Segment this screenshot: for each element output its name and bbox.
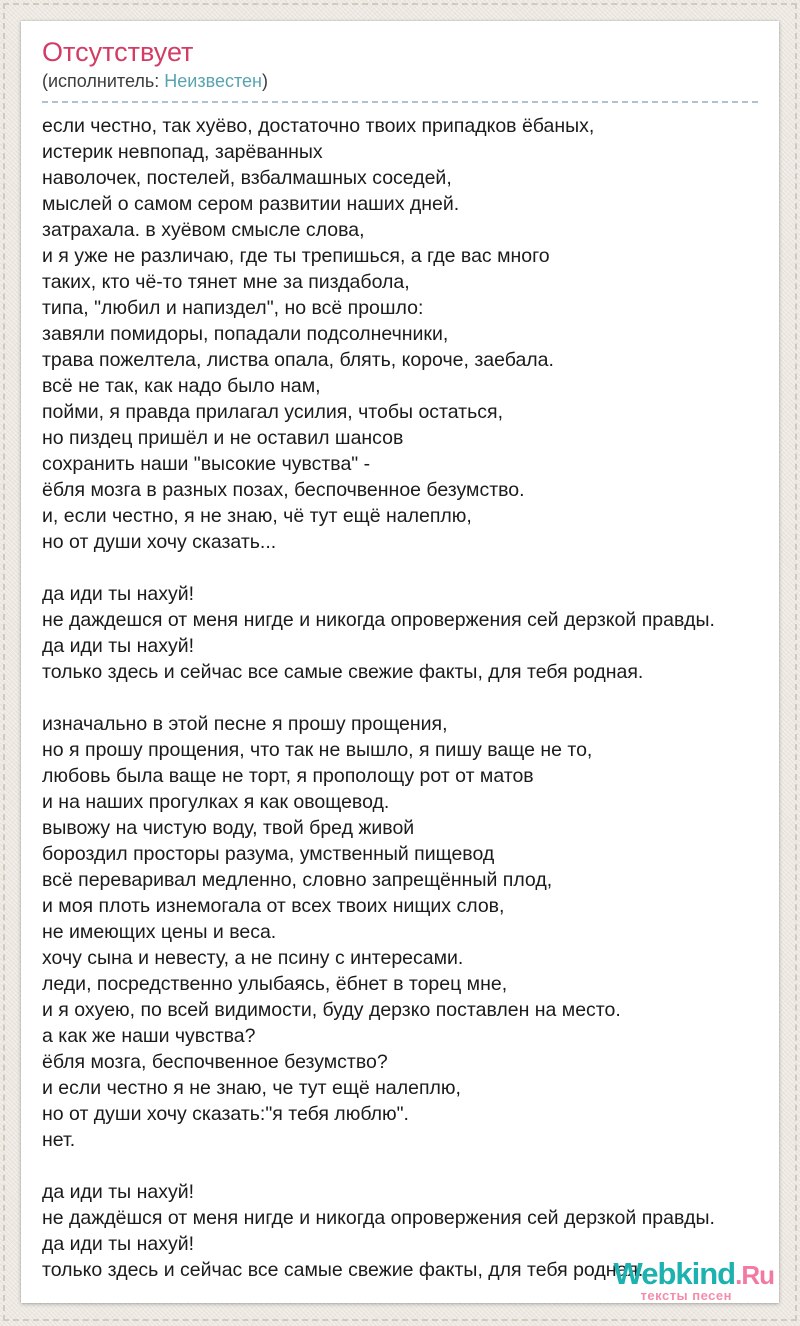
lyric-line: да иди ты нахуй! bbox=[42, 634, 195, 657]
lyric-line bbox=[42, 685, 758, 711]
lyric-line: трава пожелтела, листва опала, блять, короче, заебала. bbox=[42, 348, 554, 371]
lyric-line: и я охуею, по всей видимости, буду дерзко поставлен на место. bbox=[42, 998, 621, 1021]
lyric-line: леди, посредственно улыбаясь, ёбнет в торец мне, bbox=[42, 972, 508, 995]
lyric-line: только здесь и сейчас все самые свежие факты, для тебя родная. bbox=[42, 1258, 644, 1281]
lyric-line: да иди ты нахуй! bbox=[42, 1180, 195, 1203]
logo-tagline: тексты песен bbox=[640, 1288, 732, 1303]
lyric-line: но пиздец пришёл и не оставил шансов bbox=[42, 426, 404, 449]
lyric-line: всё переваривал медленно, словно запрещённый плод, bbox=[42, 868, 553, 891]
lyric-line: если честно, так хуёво, достаточно твоих припадков ёбаных, bbox=[42, 114, 595, 137]
lyric-line: сохранить наши "высокие чувства" - bbox=[42, 452, 371, 475]
lyric-line: любовь была ваще не торт, я прополощу рот от матов bbox=[42, 764, 534, 787]
lyric-line: типа, "любил и напиздел", но всё прошло: bbox=[42, 296, 424, 319]
lyric-line: истерик невпопад, зарёванных bbox=[42, 140, 323, 163]
logo-tld: .Ru bbox=[735, 1260, 774, 1290]
lyric-line: и моя плоть изнемогала от всех твоих нищих слов, bbox=[42, 894, 505, 917]
lyric-line: ёбля мозга, беспочвенное безумство? bbox=[42, 1050, 388, 1073]
lyric-line: и, если честно, я не знаю, чё тут ещё налеплю, bbox=[42, 504, 472, 527]
lyric-line: и на наших прогулках я как овощевод. bbox=[42, 790, 390, 813]
logo-brand: Webkind bbox=[613, 1256, 736, 1291]
webkind-logo-text bbox=[614, 1258, 775, 1289]
lyric-line: а как же наши чувства? bbox=[42, 1024, 256, 1047]
lyric-line: пойми, я правда прилагал усилия, чтобы остаться, bbox=[42, 400, 503, 423]
lyric-line: да иди ты нахуй! bbox=[42, 1232, 195, 1255]
lyric-line: затрахала. в хуёвом смысле слова, bbox=[42, 218, 365, 241]
lyrics-card bbox=[21, 21, 779, 1303]
lyric-line: но от души хочу сказать... bbox=[42, 530, 277, 553]
lyric-line: наволочек, постелей, взбалмашных соседей, bbox=[42, 166, 452, 189]
lyric-line: всё не так, как надо было нам, bbox=[42, 374, 321, 397]
lyrics-text bbox=[42, 113, 758, 1283]
artist-label: (исполнитель: bbox=[42, 71, 160, 92]
lyric-line: и я уже не различаю, где ты трепишься, а где вас много bbox=[42, 244, 550, 267]
lyric-line: нет. bbox=[42, 1128, 76, 1151]
lyric-line: вывожу на чистую воду, твой бред живой bbox=[42, 816, 415, 839]
lyric-line: не даждешся от меня нигде и никогда опровержения сей дерзкой правды. bbox=[42, 608, 715, 631]
lyric-line: мыслей о самом сером развитии наших дней. bbox=[42, 192, 460, 215]
lyric-line: и если честно я не знаю, че тут ещё налеплю, bbox=[42, 1076, 461, 1099]
song-header bbox=[42, 37, 758, 103]
lyric-line bbox=[42, 555, 758, 581]
lyric-line: не даждёшся от меня нигде и никогда опровержения сей дерзкой правды. bbox=[42, 1206, 715, 1229]
page-title: Отсутствует bbox=[42, 37, 194, 67]
lyric-line: ёбля мозга в разных позах, беспочвенное безумство. bbox=[42, 478, 525, 501]
artist-line bbox=[42, 71, 758, 93]
lyric-line bbox=[42, 1153, 758, 1179]
lyric-line: изначально в этой песне я прошу прощения, bbox=[42, 712, 448, 735]
lyric-line: только здесь и сейчас все самые свежие факты, для тебя родная. bbox=[42, 660, 644, 683]
lyric-line: таких, кто чё-то тянет мне за пиздабола, bbox=[42, 270, 410, 293]
lyric-line: не имеющих цены и веса. bbox=[42, 920, 277, 943]
lyric-line: да иди ты нахуй! bbox=[42, 582, 195, 605]
lyric-line: бороздил просторы разума, умственный пищевод bbox=[42, 842, 495, 865]
lyric-line: завяли помидоры, попадали подсолнечники, bbox=[42, 322, 449, 345]
webkind-logo[interactable] bbox=[614, 1258, 775, 1302]
lyric-line: но я прошу прощения, что так не вышло, я пишу ваще не то, bbox=[42, 738, 593, 761]
artist-link[interactable]: Неизвестен bbox=[164, 71, 262, 92]
lyric-line: но от души хочу сказать:"я тебя люблю". bbox=[42, 1102, 409, 1125]
lyric-line: хочу сына и невесту, а не псину с интересами. bbox=[42, 946, 464, 969]
artist-suffix: ) bbox=[261, 71, 268, 92]
